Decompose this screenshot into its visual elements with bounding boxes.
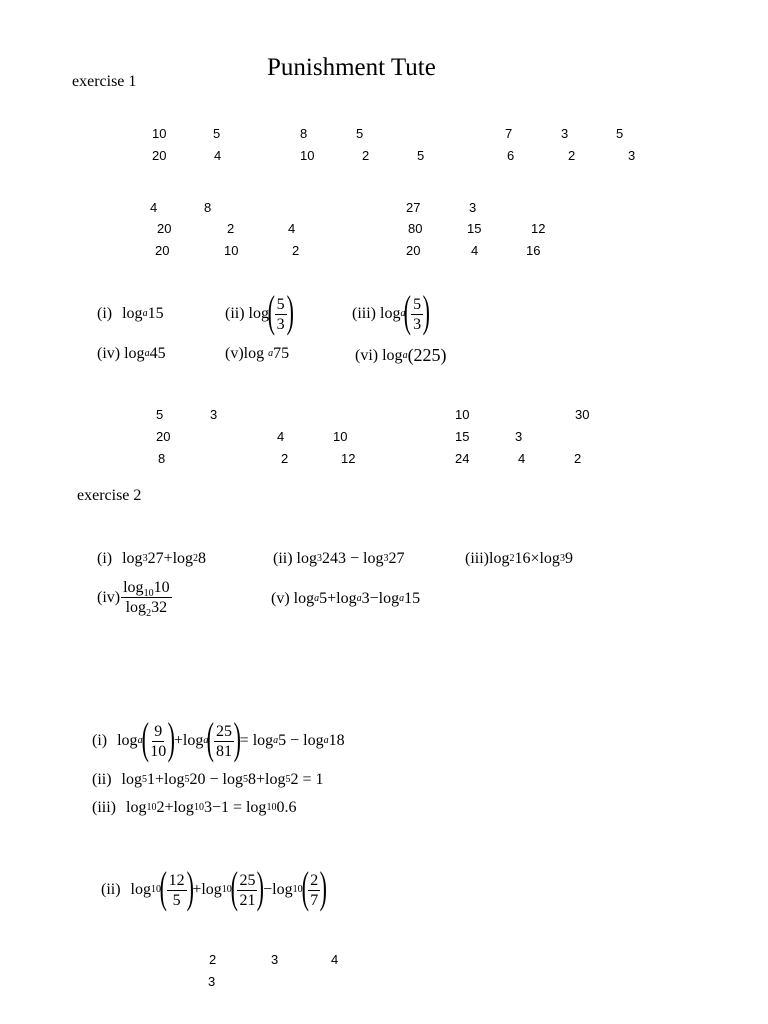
log-arg: 5 — [319, 590, 328, 607]
numerator: 25 — [239, 871, 256, 889]
log-base: a — [144, 348, 150, 359]
log-arg: 3 — [361, 590, 370, 607]
operator: − — [209, 771, 219, 788]
ex2-simplify-ii: (ii) log 10 ( $\frac{12}{5}$ ) + log 10 ( $\frac{25}{21}$ ) − log 10 ( $\frac{2}{7}$ ) — [101, 863, 328, 912]
ex2-proof-i — [92, 714, 345, 763]
ex1-expr-ii — [225, 287, 294, 336]
grid-cell: 80 — [408, 221, 423, 236]
grid-cell: 20 — [156, 429, 171, 444]
ex2-expr-iv — [97, 578, 173, 617]
grid-cell: 2 — [281, 451, 289, 466]
grid-cell: 3 — [628, 148, 636, 163]
operator: + — [163, 550, 173, 567]
log-base: a — [314, 593, 320, 604]
grid-cell: 12 — [341, 451, 356, 466]
expr-label: (ii) — [92, 771, 112, 788]
ex2-proof-iii: (iii) log 10 2 + log 10 3 −1 = log 10 0.6 — [92, 799, 297, 816]
numerator: 5 — [276, 295, 285, 313]
log-word: log — [265, 771, 286, 788]
operator: + — [327, 590, 337, 607]
log-base: a — [203, 735, 209, 746]
expr-label: (iii) — [465, 550, 489, 567]
grid-cell: 10 — [455, 407, 470, 422]
paren-open: ( — [230, 863, 238, 912]
ex1-expr-iii — [352, 287, 431, 336]
paren-open: ( — [301, 863, 309, 912]
ex1-expr-vi — [355, 345, 447, 366]
operator: + — [192, 881, 202, 898]
grid-cell: 30 — [575, 407, 590, 422]
denominator: 10 — [150, 742, 167, 760]
grid-cell: 2 — [362, 148, 370, 163]
paren-close: ) — [286, 287, 294, 336]
equation-rhs: = 1 — [302, 771, 324, 788]
log-base: a — [268, 348, 274, 359]
grid-cell: 2 — [574, 451, 582, 466]
operator: + — [164, 799, 174, 816]
log-word: log — [363, 550, 384, 567]
log-arg: 5 — [278, 732, 287, 749]
numerator: 9 — [154, 722, 163, 740]
paren-close: ) — [422, 287, 431, 336]
grid-cell: 4 — [277, 429, 285, 444]
grid-cell: 4 — [518, 451, 526, 466]
log-arg: 1 — [147, 771, 155, 788]
log-word: log — [124, 345, 145, 362]
ex1-expr-v — [225, 345, 289, 363]
expr-label: (v) — [225, 345, 244, 362]
operator: + — [155, 771, 165, 788]
grid-cell: 27 — [406, 200, 421, 215]
grid-cell: 2 — [292, 243, 300, 258]
page-title: Punishment Tute — [267, 54, 436, 81]
log-word: log — [245, 799, 267, 816]
log-word: log — [303, 732, 324, 749]
log-arg: 15 — [404, 590, 421, 607]
grid-cell: 3 — [208, 974, 216, 989]
log-word: log — [489, 550, 510, 567]
log-arg: 16 — [514, 550, 531, 567]
log-arg: 3 — [203, 799, 212, 816]
log-word: log — [382, 346, 403, 364]
log-word: log — [293, 590, 315, 607]
log-word: log — [126, 799, 147, 816]
exercise-1-heading: exercise 1 — [72, 73, 137, 90]
log-word: log — [201, 881, 222, 898]
grid-cell: 4 — [150, 200, 158, 215]
log-base: a — [399, 593, 405, 604]
grid-cell: 5 — [356, 126, 364, 141]
grid-cell: 7 — [505, 126, 513, 141]
ex2-proof-ii: (ii) log 5 1 + log 5 20 − log 5 8 + log 5 2 = 1 — [92, 771, 324, 788]
log-word: log — [243, 345, 265, 362]
grid-cell: 3 — [271, 952, 279, 967]
fraction — [237, 871, 257, 910]
operator: −1 = — [211, 799, 242, 816]
log-word: log — [248, 305, 269, 322]
grid-cell: 5 — [616, 126, 624, 141]
expr-label: (i) — [97, 305, 113, 322]
denominator: 21 — [239, 891, 256, 909]
log-word: log — [173, 799, 194, 816]
log-word: log — [172, 550, 194, 567]
operator: − — [290, 732, 300, 749]
operator: − — [350, 550, 360, 567]
paren-close: ) — [319, 863, 328, 912]
grid-cell: 10 — [224, 243, 239, 258]
grid-cell: 3 — [469, 200, 477, 215]
grid-cell: 2 — [209, 952, 217, 967]
grid-cell: 4 — [288, 221, 296, 236]
paren-open: ( — [207, 714, 215, 763]
grid-cell: 3 — [515, 429, 523, 444]
grid-cell: 4 — [331, 952, 339, 967]
ex2-expr-iii: (iii) log 2 16 × log 3 9 — [465, 550, 573, 567]
denominator: 3 — [413, 315, 422, 333]
log-arg: 20 — [189, 771, 206, 788]
log-arg: 27 — [147, 550, 164, 567]
log-word: log — [125, 599, 147, 616]
log-arg: 8 — [198, 550, 207, 567]
grid-cell: 5 — [417, 148, 425, 163]
log-base: a — [356, 593, 362, 604]
paren-open: ( — [267, 287, 275, 336]
fraction — [411, 295, 423, 334]
ex2-expr-v — [271, 590, 420, 608]
log-arg: 27 — [388, 550, 405, 567]
expr-label: (v) — [271, 590, 290, 607]
grid-cell: 5 — [213, 126, 221, 141]
log-word: log — [539, 550, 560, 567]
log-word: log — [122, 305, 143, 322]
exercise-2-heading: exercise 2 — [77, 487, 142, 504]
grid-cell: 3 — [210, 407, 218, 422]
log-word: log — [122, 550, 143, 567]
grid-cell: 20 — [157, 221, 172, 236]
ex2-expr-ii: (ii) log 3 243 − log 3 27 — [273, 550, 405, 567]
numerator: 25 — [216, 722, 233, 740]
log-arg: (225) — [407, 345, 447, 365]
numerator: 2 — [310, 871, 319, 889]
expr-label: (ii) — [101, 881, 121, 898]
grid-cell: 4 — [471, 243, 479, 258]
grid-cell: 12 — [531, 221, 546, 236]
log-base: 2 — [146, 608, 152, 619]
expr-label: (iii) — [92, 799, 116, 816]
operator: + — [173, 732, 183, 749]
fraction — [275, 295, 287, 334]
operator: + — [255, 771, 265, 788]
operator: − — [263, 881, 273, 898]
log-base: a — [400, 308, 406, 319]
log-arg: 2 — [290, 771, 299, 788]
log-base: a — [323, 735, 329, 746]
log-word: log — [336, 590, 357, 607]
grid-cell: 8 — [158, 451, 166, 466]
grid-cell: 8 — [204, 200, 212, 215]
log-arg: 18 — [328, 732, 345, 749]
paren-open: ( — [159, 863, 167, 912]
denominator — [124, 598, 169, 617]
expr-label: (vi) — [355, 346, 379, 364]
log-word: log — [380, 305, 401, 322]
grid-cell: 16 — [526, 243, 541, 258]
fraction — [308, 871, 320, 910]
log-arg: 9 — [564, 550, 573, 567]
numerator: 12 — [168, 871, 185, 889]
grid-cell: 5 — [156, 407, 164, 422]
expr-label: (iv) — [97, 345, 121, 362]
ex2-expr-i: (i) log 3 27 + log 2 8 — [97, 550, 207, 567]
log-arg: 32 — [151, 599, 168, 616]
grid-cell: 20 — [406, 243, 421, 258]
paren-close: ) — [257, 863, 265, 912]
log-arg: 45 — [149, 345, 166, 362]
denominator: 7 — [310, 891, 319, 909]
paren-open: ( — [141, 714, 149, 763]
log-arg: 0.6 — [276, 799, 297, 816]
operator: × — [530, 550, 540, 567]
expr-label: (iii) — [352, 305, 376, 322]
log-arg: 243 — [322, 550, 346, 567]
denominator: 3 — [276, 315, 285, 333]
grid-cell: 8 — [300, 126, 308, 141]
equation-rhs: = log — [239, 732, 274, 749]
grid-cell: 10 — [333, 429, 348, 444]
grid-cell: 6 — [507, 148, 515, 163]
paren-open: ( — [404, 287, 412, 336]
log-word: log — [130, 881, 151, 898]
log-word: log — [378, 590, 400, 607]
log-base: a — [402, 349, 408, 361]
numerator: 5 — [413, 295, 422, 313]
grid-cell: 20 — [155, 243, 170, 258]
operator: − — [369, 590, 379, 607]
grid-cell: 20 — [152, 148, 167, 163]
log-arg: 15 — [147, 305, 164, 322]
log-word: log — [164, 771, 185, 788]
fraction — [148, 722, 168, 761]
expr-label: (i) — [92, 732, 108, 749]
fraction — [167, 871, 187, 910]
expr-label: (ii) — [273, 550, 293, 567]
log-word: log — [121, 771, 142, 788]
log-arg: 75 — [273, 345, 290, 362]
log-word: log — [117, 732, 138, 749]
denominator: 5 — [172, 891, 181, 909]
expr-label: (iv) — [97, 588, 121, 606]
log-word: log — [296, 550, 317, 567]
grid-cell: 15 — [467, 221, 482, 236]
log-base: a — [273, 735, 279, 746]
fraction — [121, 578, 171, 617]
paren-close: ) — [233, 714, 242, 763]
denominator: 81 — [216, 742, 233, 760]
log-word: log — [123, 579, 144, 596]
numerator — [121, 578, 171, 598]
grid-cell: 4 — [214, 148, 222, 163]
ex1-expr-iv — [97, 345, 166, 363]
grid-cell: 10 — [152, 126, 167, 141]
grid-cell: 2 — [227, 221, 235, 236]
expr-label: (i) — [97, 550, 113, 567]
ex1-expr-i — [97, 305, 164, 323]
log-arg: 2 — [156, 799, 165, 816]
expr-label: (ii) — [225, 305, 245, 322]
paren-close: ) — [186, 863, 194, 912]
log-word: log — [182, 732, 204, 749]
log-base: a — [137, 735, 143, 746]
grid-cell: 15 — [455, 429, 470, 444]
log-arg: 8 — [247, 771, 256, 788]
log-arg: 10 — [153, 579, 170, 596]
grid-cell: 24 — [455, 451, 470, 466]
log-word: log — [272, 881, 293, 898]
log-word: log — [222, 771, 243, 788]
log-base: 10 — [143, 588, 154, 599]
grid-cell: 2 — [568, 148, 576, 163]
grid-cell: 10 — [300, 148, 315, 163]
log-base: a — [142, 308, 148, 319]
paren-close: ) — [167, 714, 176, 763]
fraction — [214, 722, 234, 761]
grid-cell: 3 — [561, 126, 569, 141]
